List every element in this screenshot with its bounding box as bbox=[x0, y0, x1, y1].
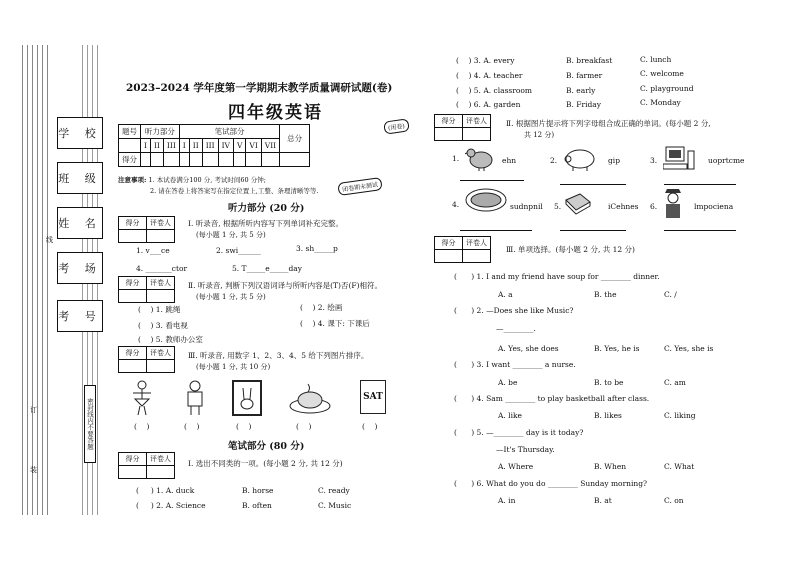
listening-label: 听力部分 bbox=[141, 125, 180, 139]
score-cell[interactable] bbox=[179, 153, 189, 167]
listening-s2-points: (每小题 1 分, 共 5 分) bbox=[196, 293, 266, 301]
score-cell[interactable] bbox=[280, 153, 310, 167]
hen-icon bbox=[464, 144, 496, 172]
grader-score: 得分 bbox=[119, 277, 147, 290]
mc-question[interactable]: ( ) 5. —________ day is it today? bbox=[454, 428, 584, 437]
dumplings-icon bbox=[464, 186, 508, 214]
blank-item[interactable]: 4. _______ctor bbox=[136, 264, 188, 273]
choice-option: C. lunch bbox=[640, 55, 672, 64]
score-cell[interactable] bbox=[261, 153, 279, 167]
binding-margin bbox=[20, 45, 105, 515]
grader-score-cell[interactable] bbox=[119, 230, 147, 243]
tf-item[interactable]: ( ) 2. 绘画 bbox=[300, 303, 343, 312]
seal-note: 密封线内不要答题 bbox=[84, 385, 96, 463]
grader-box bbox=[118, 346, 175, 373]
tf-item[interactable]: ( ) 1. 跳绳 bbox=[138, 305, 181, 314]
choice-item[interactable]: ( ) 3. A. every bbox=[456, 56, 515, 65]
notes-line2: 2. 请在答卷上将答案写在指定位置上,工整、条理清晰等等. bbox=[150, 187, 319, 195]
class-field[interactable]: 班 级 bbox=[57, 162, 103, 194]
mc-question[interactable]: ( ) 2. —Does she like Music? bbox=[454, 306, 574, 315]
mc-option[interactable]: A. in bbox=[498, 496, 516, 505]
mc-question[interactable]: ( ) 1. I and my friend have soup for ________ dinner. bbox=[454, 272, 660, 281]
score-cell[interactable] bbox=[202, 153, 218, 167]
order-blank[interactable]: ( ) bbox=[236, 422, 252, 431]
title-tag: (卷) bbox=[371, 82, 393, 94]
grader-marker-cell[interactable] bbox=[463, 128, 491, 141]
cut-mark: 线 bbox=[46, 236, 53, 244]
cut-mark: 订 bbox=[30, 406, 37, 414]
grader-score: 得分 bbox=[119, 217, 147, 230]
mc-question[interactable]: ( ) 6. What do you do ________ Sunday morning? bbox=[454, 479, 648, 488]
score-col: II bbox=[150, 139, 163, 153]
choice-option: B. Friday bbox=[566, 100, 601, 109]
mc-question[interactable]: ( ) 4. Sam ________ to play basketball after class. bbox=[454, 394, 650, 403]
score-col: VI bbox=[246, 139, 261, 153]
grader-box bbox=[118, 452, 175, 479]
exam-stamp: (闭卷) bbox=[383, 118, 409, 134]
grader-score-cell[interactable] bbox=[119, 290, 147, 303]
exam-number-field[interactable]: 考 号 bbox=[57, 300, 103, 332]
mc-option[interactable]: A. Yes, she does bbox=[498, 344, 559, 353]
grader-marker-cell[interactable] bbox=[147, 290, 175, 303]
pig-icon bbox=[562, 146, 598, 172]
mc-option[interactable]: B. Yes, he is bbox=[594, 344, 640, 353]
written-s2-title: Ⅱ. 根据图片提示将下列字母组合成正确的单词。(每小题 2 分, bbox=[506, 119, 711, 128]
subject-title: 四年级英语 bbox=[228, 103, 323, 123]
listening-heading: 听力部分 (20 分) bbox=[228, 203, 305, 214]
choice-item[interactable]: ( ) 1. A. duck bbox=[136, 486, 195, 495]
listening-s3-title: Ⅲ. 听录音, 用数字 1、2、3、4、5 给下列图片排序。 bbox=[188, 351, 369, 360]
choice-option: B. early bbox=[566, 86, 596, 95]
grader-score: 得分 bbox=[119, 347, 147, 360]
roast-chicken-picture bbox=[288, 382, 332, 416]
score-col: V bbox=[233, 139, 245, 153]
score-table-row-label: 题号 bbox=[119, 125, 141, 139]
order-blank[interactable]: ( ) bbox=[362, 422, 378, 431]
grader-marker: 评卷人 bbox=[463, 115, 491, 128]
grader-score-cell[interactable] bbox=[435, 128, 463, 141]
choice-option: B. often bbox=[242, 501, 272, 510]
exam-stamp-2: 闭卷期末测试 bbox=[337, 177, 382, 196]
mc-option[interactable]: C. am bbox=[664, 378, 686, 387]
written-s3-title: Ⅲ. 单项选择。(每小题 2 分, 共 12 分) bbox=[506, 245, 635, 254]
mc-option[interactable]: A. be bbox=[498, 378, 518, 387]
answer-line[interactable] bbox=[460, 230, 532, 231]
grader-marker: 评卷人 bbox=[147, 347, 175, 360]
ballerina-picture bbox=[124, 378, 160, 418]
choice-option: B. breakfast bbox=[566, 56, 613, 65]
grader-marker-cell[interactable] bbox=[147, 360, 175, 373]
mc-option[interactable]: A. like bbox=[498, 411, 522, 420]
mc-option[interactable]: A. a bbox=[498, 290, 513, 299]
tf-item[interactable]: ( ) 3. 看电视 bbox=[138, 321, 188, 330]
scrambled-word: sudnpnil bbox=[510, 202, 543, 211]
score-cell[interactable] bbox=[189, 153, 202, 167]
mc-option[interactable]: C. liking bbox=[664, 411, 696, 420]
scrambled-word: ehn bbox=[502, 156, 517, 165]
grader-score-cell[interactable] bbox=[119, 466, 147, 479]
grader-marker: 评卷人 bbox=[463, 237, 491, 250]
score-table bbox=[118, 124, 310, 167]
grader-marker-cell[interactable] bbox=[147, 230, 175, 243]
tf-item[interactable]: ( ) 5. 教师办公室 bbox=[138, 335, 203, 344]
order-blank[interactable]: ( ) bbox=[184, 422, 200, 431]
score-cell[interactable] bbox=[150, 153, 163, 167]
mc-option[interactable]: B. at bbox=[594, 496, 612, 505]
choice-option: C. Monday bbox=[640, 98, 681, 107]
scrambled-word: gip bbox=[608, 156, 621, 165]
score-row-label: 得分 bbox=[119, 153, 141, 167]
choice-option: B. farmer bbox=[566, 71, 603, 80]
listening-s1-points: (每小题 1 分, 共 5 分) bbox=[196, 231, 266, 239]
unscramble-number: 1. bbox=[452, 154, 460, 163]
exam-title: 2023–2024 学年度第一学期期末教学质量调研试题(卷) bbox=[126, 82, 393, 94]
answer-line[interactable] bbox=[664, 230, 736, 231]
score-col: III bbox=[163, 139, 179, 153]
unscramble-number: 6. bbox=[650, 202, 658, 211]
unscramble-number: 5. bbox=[554, 202, 562, 211]
mc-dialogue: —________. bbox=[496, 324, 536, 333]
choice-item[interactable]: ( ) 6. A. garden bbox=[456, 100, 521, 109]
policeman-icon bbox=[660, 186, 686, 220]
cut-mark: 装 bbox=[30, 466, 37, 474]
mc-option[interactable]: A. Where bbox=[498, 462, 534, 471]
written-heading: 笔试部分 (80 分) bbox=[228, 441, 305, 452]
mc-option[interactable]: B. the bbox=[594, 290, 617, 299]
listening-s1-title: Ⅰ. 听录音, 根据所听内容写下列单词补充完整。 bbox=[188, 219, 343, 228]
choice-option: C. Music bbox=[318, 501, 352, 510]
grader-marker-cell[interactable] bbox=[147, 466, 175, 479]
rabbit-picture bbox=[232, 380, 262, 416]
mc-option[interactable]: C. on bbox=[664, 496, 684, 505]
written-s2-points: 共 12 分) bbox=[524, 131, 555, 139]
unscramble-number: 4. bbox=[452, 200, 460, 209]
mc-option[interactable]: C. What bbox=[664, 462, 695, 471]
score-col: VII bbox=[261, 139, 279, 153]
scrambled-word: uoprtcme bbox=[708, 156, 745, 165]
mc-dialogue: —It's Thursday. bbox=[496, 445, 555, 454]
grader-score: 得分 bbox=[435, 115, 463, 128]
grader-score: 得分 bbox=[435, 237, 463, 250]
scrambled-word: iCehnes bbox=[608, 202, 639, 211]
computer-icon bbox=[662, 144, 696, 174]
school-field[interactable]: 学 校 bbox=[57, 117, 103, 149]
blank-item[interactable]: 3. sh_____p bbox=[296, 244, 338, 253]
written-s1-title: Ⅰ. 选出不同类的一项。(每小题 2 分, 共 12 分) bbox=[188, 459, 343, 468]
mc-option[interactable]: C. / bbox=[664, 290, 677, 299]
score-cell[interactable] bbox=[233, 153, 245, 167]
writing-label: 笔试部分 bbox=[179, 125, 279, 139]
saturday-calendar-picture: SAT bbox=[360, 380, 386, 414]
score-cell[interactable] bbox=[246, 153, 261, 167]
choice-option: B. horse bbox=[242, 486, 274, 495]
choice-item[interactable]: ( ) 4. A. teacher bbox=[456, 71, 523, 80]
grader-box bbox=[118, 216, 175, 243]
choice-option: C. welcome bbox=[640, 69, 684, 78]
tf-item[interactable]: ( ) 4. 课下: 下课后 bbox=[300, 319, 370, 328]
answer-line[interactable] bbox=[560, 184, 626, 185]
choice-item[interactable]: ( ) 2. A. Science bbox=[136, 501, 206, 510]
choice-option: C. ready bbox=[318, 486, 350, 495]
score-cell[interactable] bbox=[141, 153, 151, 167]
exam-room-field[interactable]: 考 场 bbox=[57, 252, 103, 284]
score-col: IV bbox=[218, 139, 233, 153]
score-col: I bbox=[141, 139, 151, 153]
score-cell[interactable] bbox=[163, 153, 179, 167]
mc-option[interactable]: B. likes bbox=[594, 411, 622, 420]
unscramble-number: 3. bbox=[650, 156, 658, 165]
answer-line[interactable] bbox=[460, 180, 524, 181]
margin-decoration bbox=[20, 45, 52, 515]
blank-item[interactable]: 5. T_____e_____day bbox=[232, 264, 302, 273]
choice-item[interactable]: ( ) 5. A. classroom bbox=[456, 86, 533, 95]
grader-score-cell[interactable] bbox=[119, 360, 147, 373]
mc-option[interactable]: B. When bbox=[594, 462, 627, 471]
score-col: II bbox=[189, 139, 202, 153]
blank-item[interactable]: 1. v___ce bbox=[136, 246, 170, 255]
listening-s2-title: Ⅱ. 听录音, 判断下列汉语词译与所听内容是(T)否(F)相符。 bbox=[188, 281, 383, 290]
grader-box bbox=[434, 236, 491, 263]
grader-marker: 评卷人 bbox=[147, 277, 175, 290]
answer-line[interactable] bbox=[664, 184, 736, 185]
scrambled-word: lmpociena bbox=[694, 202, 734, 211]
grader-box bbox=[118, 276, 175, 303]
score-col: III bbox=[202, 139, 218, 153]
grader-marker: 评卷人 bbox=[147, 453, 175, 466]
mc-option[interactable]: C. Yes, she is bbox=[664, 344, 714, 353]
mc-option[interactable]: B. to be bbox=[594, 378, 624, 387]
total-label: 总分 bbox=[280, 125, 310, 153]
notes: 注意事项: 1. 本试卷满分100 分, 考试时间60 分钟; bbox=[118, 176, 266, 184]
unscramble-number: 2. bbox=[550, 156, 558, 165]
score-col: I bbox=[179, 139, 189, 153]
blank-item[interactable]: 2. swi______ bbox=[216, 246, 261, 255]
answer-line[interactable] bbox=[560, 230, 626, 231]
grader-marker: 评卷人 bbox=[147, 217, 175, 230]
doctor-picture bbox=[180, 378, 210, 418]
grader-marker-cell[interactable] bbox=[463, 250, 491, 263]
mc-question[interactable]: ( ) 3. I want ________ a nurse. bbox=[454, 360, 576, 369]
order-blank[interactable]: ( ) bbox=[134, 422, 150, 431]
grader-box bbox=[434, 114, 491, 141]
grader-score: 得分 bbox=[119, 453, 147, 466]
book-icon bbox=[564, 192, 592, 216]
name-field[interactable]: 姓 名 bbox=[57, 207, 103, 239]
choice-option: C. playground bbox=[640, 84, 694, 93]
score-cell[interactable] bbox=[218, 153, 233, 167]
grader-score-cell[interactable] bbox=[435, 250, 463, 263]
order-blank[interactable]: ( ) bbox=[296, 422, 312, 431]
listening-s3-points: (每小题 1 分, 共 10 分) bbox=[196, 363, 271, 371]
